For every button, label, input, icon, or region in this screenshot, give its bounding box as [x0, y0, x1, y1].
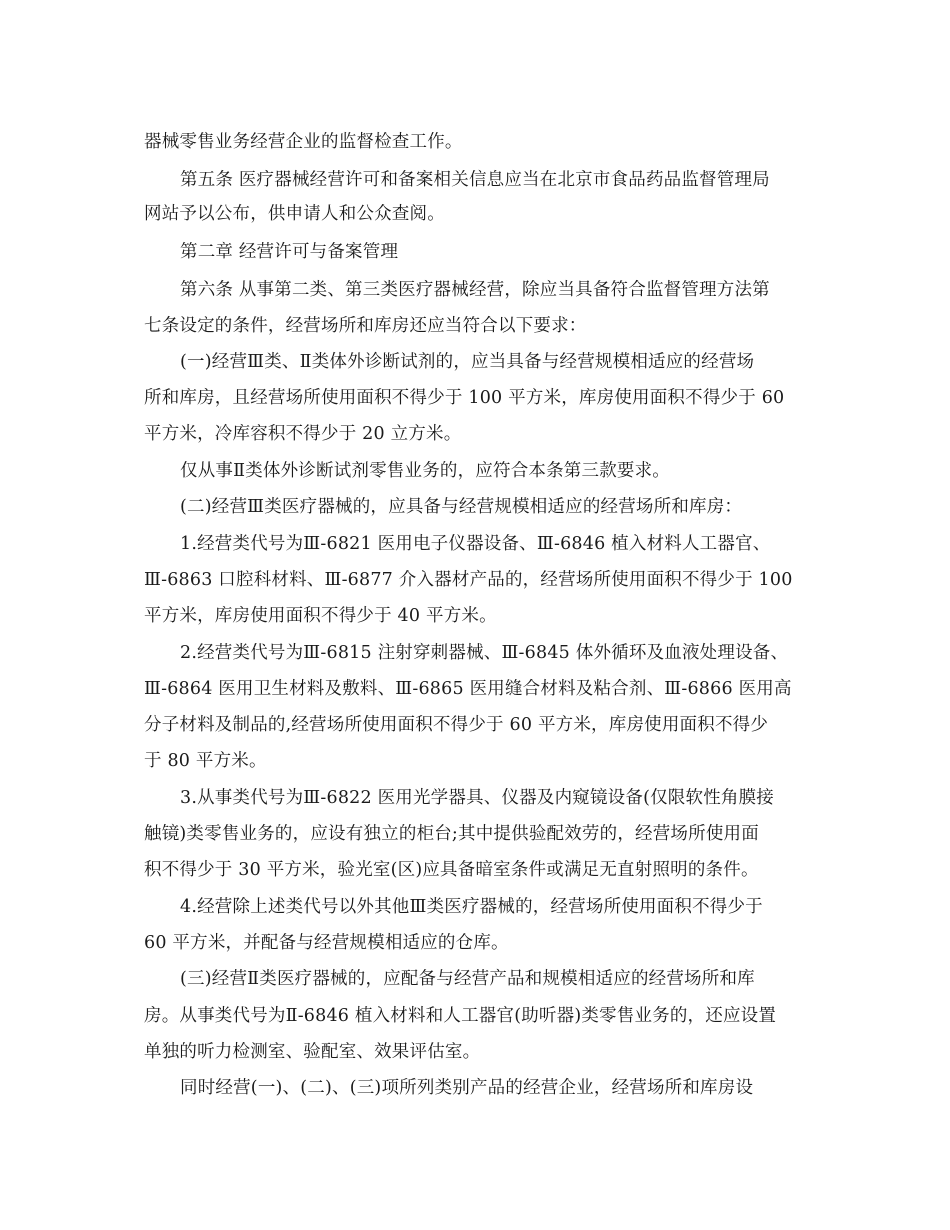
text-line: 分子材料及制品的,经营场所使用面积不得少于 60 平方米，库房使用面积不得少 — [144, 715, 769, 735]
item-3-line: 3.从事类代号为Ⅲ-6822 医用光学器具、仪器及内窥镜设备(仅限软性角膜接 — [180, 788, 775, 808]
text-line: 房。从事类代号为Ⅱ-6846 植入材料和人工器官(助听器)类零售业务的，还应设置 — [144, 1006, 777, 1026]
clause-2-line: (二)经营Ⅲ类医疗器械的，应具备与经营规模相适应的经营场所和库房： — [180, 497, 743, 517]
text-line: Ⅲ-6863 口腔科材料、Ⅲ-6877 介入器材产品的，经营场所使用面积不得少于 100 — [144, 570, 793, 590]
item-1-line: 1.经营类代号为Ⅲ-6821 医用电子仪器设备、Ⅲ-6846 植入材料人工器官、 — [180, 534, 771, 554]
clause-1-line: (一)经营Ⅲ类、Ⅱ类体外诊断试剂的，应当具备与经营规模相适应的经营场 — [180, 352, 755, 372]
item-4-line: 4.经营除上述类代号以外其他Ⅲ类医疗器械的，经营场所使用面积不得少于 — [180, 897, 763, 917]
clause-3-line: (三)经营Ⅱ类医疗器械的，应配备与经营产品和规模相适应的经营场所和库 — [180, 969, 755, 989]
text-line: 积不得少于 30 平方米，验光室(区)应具备暗室条件或满足无直射照明的条件。 — [144, 860, 759, 880]
text-line: 七条设定的条件，经营场所和库房还应当符合以下要求： — [144, 316, 587, 336]
article-5-heading-line: 第五条 医疗器械经营许可和备案相关信息应当在北京市食品药品监督管理局 — [180, 170, 770, 190]
text-line: 于 80 平方米。 — [144, 751, 267, 771]
text-line: 器械零售业务经营企业的监督检查工作。 — [144, 132, 463, 152]
paragraph-line: 同时经营(一)、(二)、(三)项所列类别产品的经营企业，经营场所和库房设 — [180, 1078, 754, 1098]
paragraph-line: 仅从事Ⅱ类体外诊断试剂零售业务的，应符合本条第三款要求。 — [180, 461, 670, 481]
text-line: 平方米，库房使用面积不得少于 40 平方米。 — [144, 606, 497, 626]
item-2-line: 2.经营类代号为Ⅲ-6815 注射穿刺器械、Ⅲ-6845 体外循环及血液处理设备、 — [180, 643, 789, 663]
text-line: 所和库房，且经营场所使用面积不得少于 100 平方米，库房使用面积不得少于 60 — [144, 388, 785, 408]
text-line: Ⅲ-6864 医用卫生材料及敷料、Ⅲ-6865 医用缝合材料及粘合剂、Ⅲ-6866 医用高 — [144, 679, 792, 699]
chapter-2-heading: 第二章 经营许可与备案管理 — [180, 242, 399, 262]
text-line: 网站予以公布，供申请人和公众查阅。 — [144, 204, 445, 224]
text-line: 触镜)类零售业务的，应设有独立的柜台;其中提供验配效劳的，经营场所使用面 — [144, 824, 759, 844]
text-line: 60 平方米，并配备与经营规模相适应的仓库。 — [144, 933, 509, 953]
text-line: 平方米，冷库容积不得少于 20 立方米。 — [144, 424, 462, 444]
article-6-heading-line: 第六条 从事第二类、第三类医疗器械经营，除应当具备符合监督管理方法第 — [180, 280, 770, 300]
text-line: 单独的听力检测室、验配室、效果评估室。 — [144, 1042, 481, 1062]
